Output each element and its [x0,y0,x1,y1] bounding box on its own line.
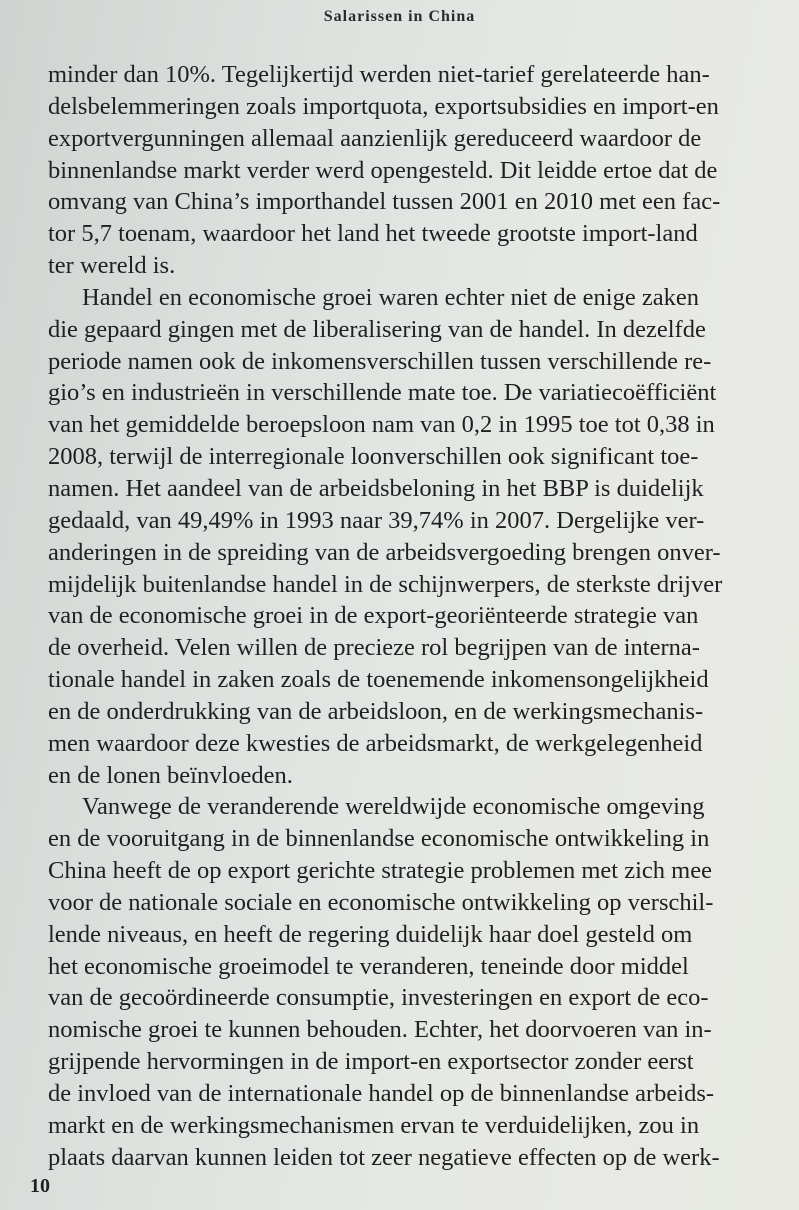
text-line: gio’s en industrieën in verschillende mate toe. De variatiecoëfficiënt [48,379,717,407]
paragraph [48,791,799,1173]
text-line: nomische groei te kunnen behouden. Echter, het doorvoeren van in- [48,1016,712,1044]
text-line: mijdelijk buitenlandse handel in de schijnwerpers, de sterkste drijver [48,570,723,598]
text-line: de overheid. Velen willen de precieze rol begrijpen van de interna- [48,634,700,662]
text-line: plaats daarvan kunnen leiden tot zeer negatieve effecten op de werk- [48,1143,720,1171]
text-line: Vanwege de veranderende wereldwijde economische omgeving [82,793,705,821]
text-line: de invloed van de internationale handel op de binnenlandse arbeids- [48,1080,715,1107]
text-line: China heeft de op export gerichte strategie problemen met zich mee [48,857,712,885]
text-line: binnenlandse markt verder werd opengesteld. Dit leidde ertoe dat de [48,156,718,184]
text-line: die gepaard gingen met de liberalisering van de handel. In dezelfde [48,315,706,343]
body-text [48,59,799,1174]
text-line: minder dan 10%. Tegelijkertijd werden niet-tarief gerelateerde han- [48,61,710,88]
text-line: 2008, terwijl de interregionale loonverschillen ook significant toe- [48,443,699,471]
text-line: periode namen ook de inkomensverschillen tussen verschillende re- [48,347,712,375]
text-line: grijpende hervormingen in de import-en exportsector zonder eerst [48,1048,694,1076]
text-line: tionale handel in zaken zoals de toenemende inkomensongelijkheid [48,666,709,694]
text-line: delsbelemmeringen zoals importquota, exportsubsidies en import-en [48,92,719,120]
paragraph [48,59,799,282]
text-line: het economische groeimodel te veranderen, teneinde door middel [48,952,689,980]
text-line: gedaald, van 49,49% in 1993 naar 39,74% in 2007. Dergelijke ver- [48,506,705,534]
text-line: Handel en economische groei waren echter niet de enige zaken [82,283,699,311]
text-line: van de economische groei in de export-georiënteerde strategie van [48,602,699,630]
text-line: men waardoor deze kwesties de arbeidsmarkt, de werkgelegenheid [48,729,703,757]
running-head: Salarissen in China [323,8,476,25]
text-line: en de onderdrukking van de arbeidsloon, en de werkingsmechanis- [48,697,704,725]
text-line: ter wereld is. [48,252,176,280]
text-line: omvang van China’s importhandel tussen 2001 en 2010 met een fac- [48,188,721,216]
text-line: en de lonen beïnvloeden. [48,761,293,789]
text-line: markt en de werkingsmechanismen ervan te verduidelijken, zou in [48,1111,700,1139]
text-line: van de gecoördineerde consumptie, investeringen en export de eco- [48,984,709,1012]
text-line: anderingen in de spreiding van de arbeidsvergoeding brengen onver- [48,538,721,566]
text-line: tor 5,7 toenam, waardoor het land het tweede grootste import-land [48,220,698,248]
text-line: lende niveaus, en heeft de regering duidelijk haar doel gesteld om [48,920,693,948]
paragraph [48,282,799,792]
text-line: exportvergunningen allemaal aanzienlijk gereduceerd waardoor de [48,124,702,152]
text-line: namen. Het aandeel van de arbeidsbeloning in het BBP is duidelijk [48,474,704,502]
text-line: van het gemiddelde beroepsloon nam van 0,2 in 1995 toe tot 0,38 in [48,411,715,439]
text-line: voor de nationale sociale en economische ontwikkeling op verschil- [48,888,714,916]
text-line: en de vooruitgang in de binnenlandse economische ontwikkeling in [48,825,710,853]
page-number: 10 [30,1175,50,1197]
